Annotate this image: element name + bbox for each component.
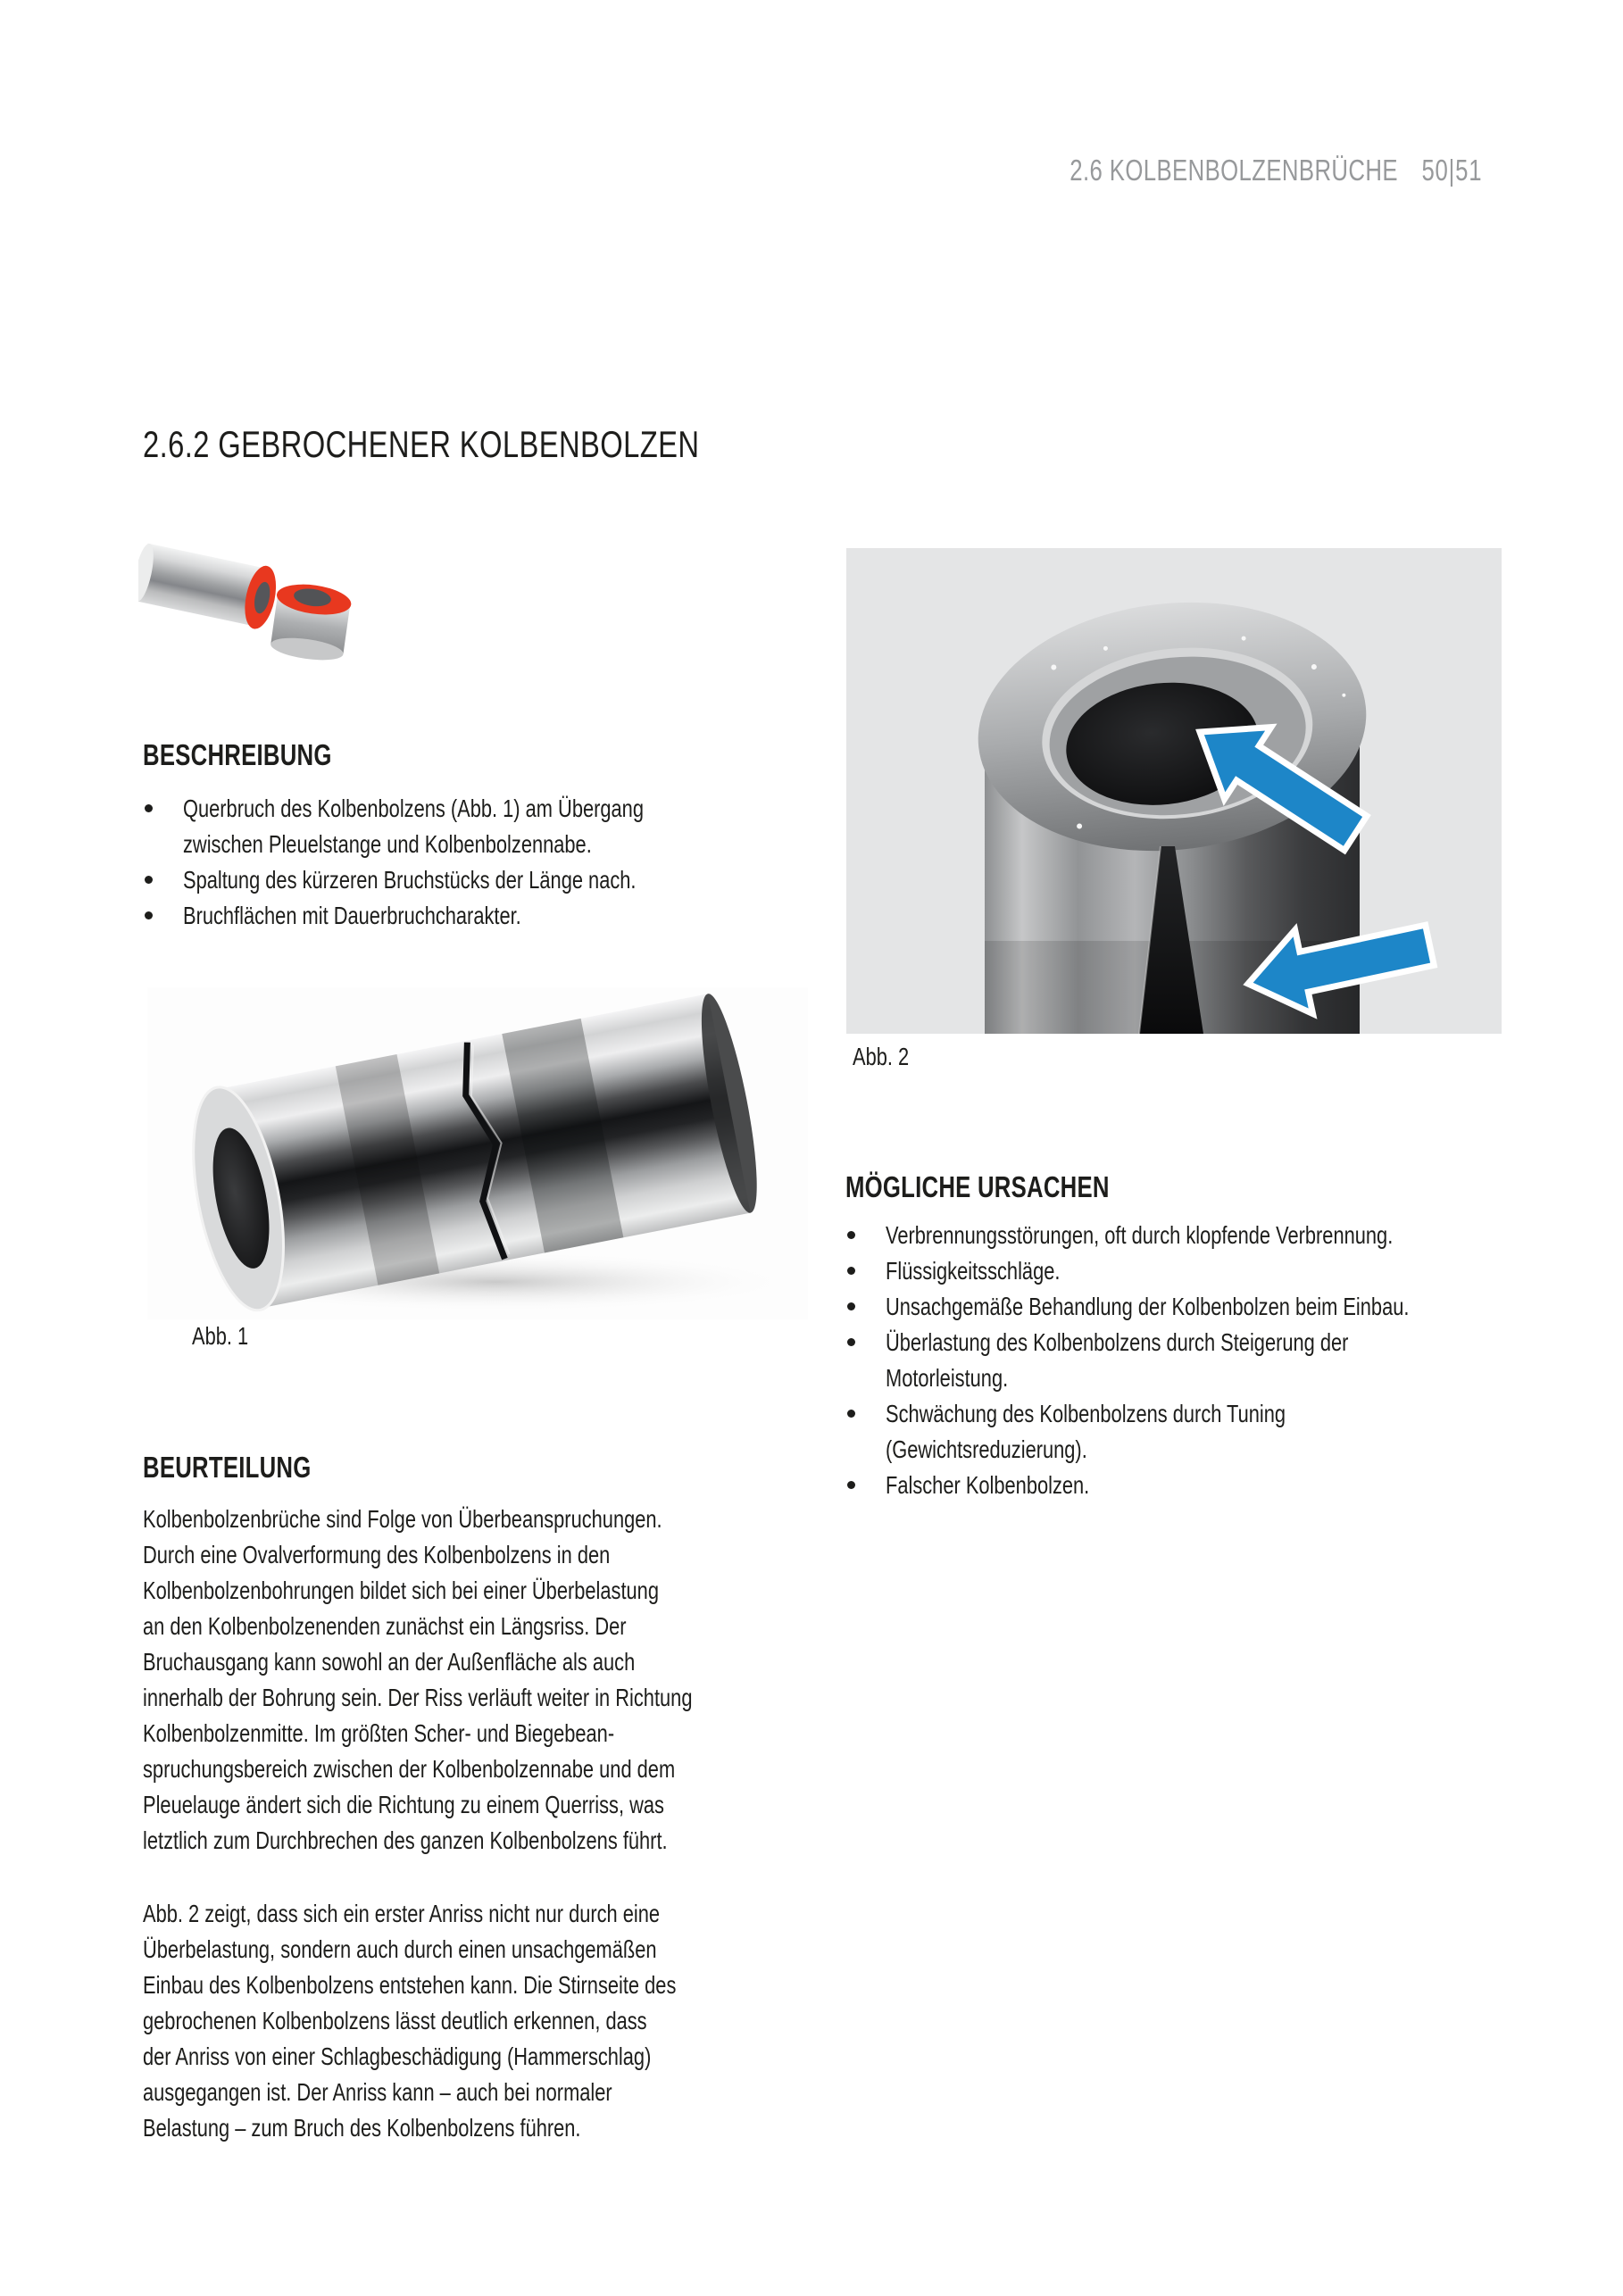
text-line: Querbruch des Kolbenbolzens (Abb. 1) am Übergang bbox=[183, 794, 644, 822]
text-line: Flüssigkeitsschläge. bbox=[886, 1257, 1061, 1285]
running-header bbox=[953, 154, 1482, 187]
text-line: Bruchausgang kann sowohl an der Außenfläche als auch bbox=[143, 1648, 636, 1676]
text-line: gebrochenen Kolbenbolzens lässt deutlich erkennen, dass bbox=[143, 2007, 647, 2034]
text-line: Überbelastung, sondern auch durch einen unsachgemäßen bbox=[143, 1935, 657, 1963]
text-line: spruchungsbereich zwischen der Kolbenbolzennabe und dem bbox=[143, 1755, 676, 1783]
text-line: (Gewichtsreduzierung). bbox=[886, 1435, 1087, 1463]
bullet-dot bbox=[847, 1338, 855, 1346]
header-section-label: 2.6 KOLBENBOLZENBRÜCHE bbox=[1070, 154, 1398, 187]
text-line: letztlich zum Durchbrechen des ganzen Kolbenbolzens führt. bbox=[143, 1826, 668, 1854]
text-line: Kolbenbolzenbrüche sind Folge von Überbeanspruchungen. bbox=[143, 1505, 662, 1533]
section-heading-ursachen: MÖGLICHE URSACHEN bbox=[845, 1170, 1110, 1204]
list-item bbox=[845, 1325, 1524, 1396]
pictogram-long-fragment bbox=[138, 539, 281, 631]
beurteilung-paragraph-2 bbox=[143, 1896, 827, 2146]
text-line: an den Kolbenbolzenenden zunächst ein Längsriss. Der bbox=[143, 1612, 627, 1640]
text-line: Falscher Kolbenbolzen. bbox=[886, 1471, 1090, 1499]
bullet-dot bbox=[847, 1481, 855, 1489]
text-line: Spaltung des kürzeren Bruchstücks der Länge nach. bbox=[183, 866, 637, 894]
bullet-dot bbox=[847, 1302, 855, 1310]
text-line: Kolbenbolzenmitte. Im größten Scher- und Biegebean- bbox=[143, 1719, 615, 1747]
bullet-dot bbox=[145, 804, 153, 812]
text-line: Bruchflächen mit Dauerbruchcharakter. bbox=[183, 902, 521, 929]
text-line: zwischen Pleuelstange und Kolbenbolzennabe. bbox=[183, 830, 592, 858]
list-item bbox=[143, 791, 839, 862]
text-line: Verbrennungsstörungen, oft durch klopfende Verbrennung. bbox=[886, 1221, 1394, 1249]
text-line: Kolbenbolzenbohrungen bildet sich bei einer Überbelastung bbox=[143, 1576, 659, 1604]
text-line: Abb. 2 zeigt, dass sich ein erster Anriss nicht nur durch eine bbox=[143, 1900, 661, 1927]
text-line: Unsachgemäße Behandlung der Kolbenbolzen beim Einbau. bbox=[886, 1293, 1410, 1320]
bullet-dot bbox=[145, 876, 153, 884]
beurteilung-paragraph-1 bbox=[143, 1502, 847, 1859]
section-heading-beurteilung: BEURTEILUNG bbox=[143, 1451, 312, 1485]
ursachen-bullet-list bbox=[845, 1218, 1524, 1503]
list-item bbox=[845, 1468, 1524, 1503]
list-item bbox=[845, 1289, 1524, 1325]
text-line: Motorleistung. bbox=[886, 1364, 1009, 1392]
list-item bbox=[845, 1218, 1524, 1253]
text-line: Schwächung des Kolbenbolzens durch Tuning bbox=[886, 1400, 1286, 1427]
page-title-text: 2.6.2 GEBROCHENER KOLBENBOLZEN bbox=[143, 423, 700, 465]
section-heading-beschreibung: BESCHREIBUNG bbox=[143, 738, 332, 772]
list-item bbox=[845, 1253, 1524, 1289]
text-line: innerhalb der Bohrung sein. Der Riss verläuft weiter in Richtung bbox=[143, 1684, 693, 1711]
bullet-dot bbox=[145, 911, 153, 919]
list-item bbox=[143, 862, 839, 898]
header-page-numbers: 50|51 bbox=[1421, 154, 1482, 187]
text-line: Einbau des Kolbenbolzens entstehen kann. Die Stirnseite des bbox=[143, 1971, 677, 1999]
page-title bbox=[143, 423, 856, 466]
text-line: ausgegangen ist. Der Anriss kann – auch bei normaler bbox=[143, 2078, 612, 2106]
text-line: Belastung – zum Bruch des Kolbenbolzens führen. bbox=[143, 2114, 581, 2142]
fig2-photo-pin-end-face bbox=[846, 548, 1502, 1034]
pictogram-short-fragment bbox=[269, 580, 354, 664]
fig2-caption: Abb. 2 bbox=[853, 1043, 910, 1070]
text-line: der Anriss von einer Schlagbeschädigung (Hammerschlag) bbox=[143, 2042, 652, 2070]
text-line: Durch eine Ovalverformung des Kolbenbolzens in den bbox=[143, 1541, 611, 1568]
beschreibung-bullet-list bbox=[143, 791, 839, 934]
fig1-caption: Abb. 1 bbox=[192, 1322, 249, 1350]
text-line: Pleuelauge ändert sich die Richtung zu einem Querriss, was bbox=[143, 1791, 664, 1818]
text-line: Überlastung des Kolbenbolzens durch Steigerung der bbox=[886, 1328, 1349, 1356]
bullet-dot bbox=[847, 1410, 855, 1418]
list-item bbox=[845, 1396, 1524, 1468]
piston-pin-pictogram bbox=[138, 532, 370, 675]
fig1-photo-broken-piston-pin bbox=[147, 987, 808, 1319]
bullet-dot bbox=[847, 1231, 855, 1239]
bullet-dot bbox=[847, 1267, 855, 1275]
list-item bbox=[143, 898, 839, 934]
